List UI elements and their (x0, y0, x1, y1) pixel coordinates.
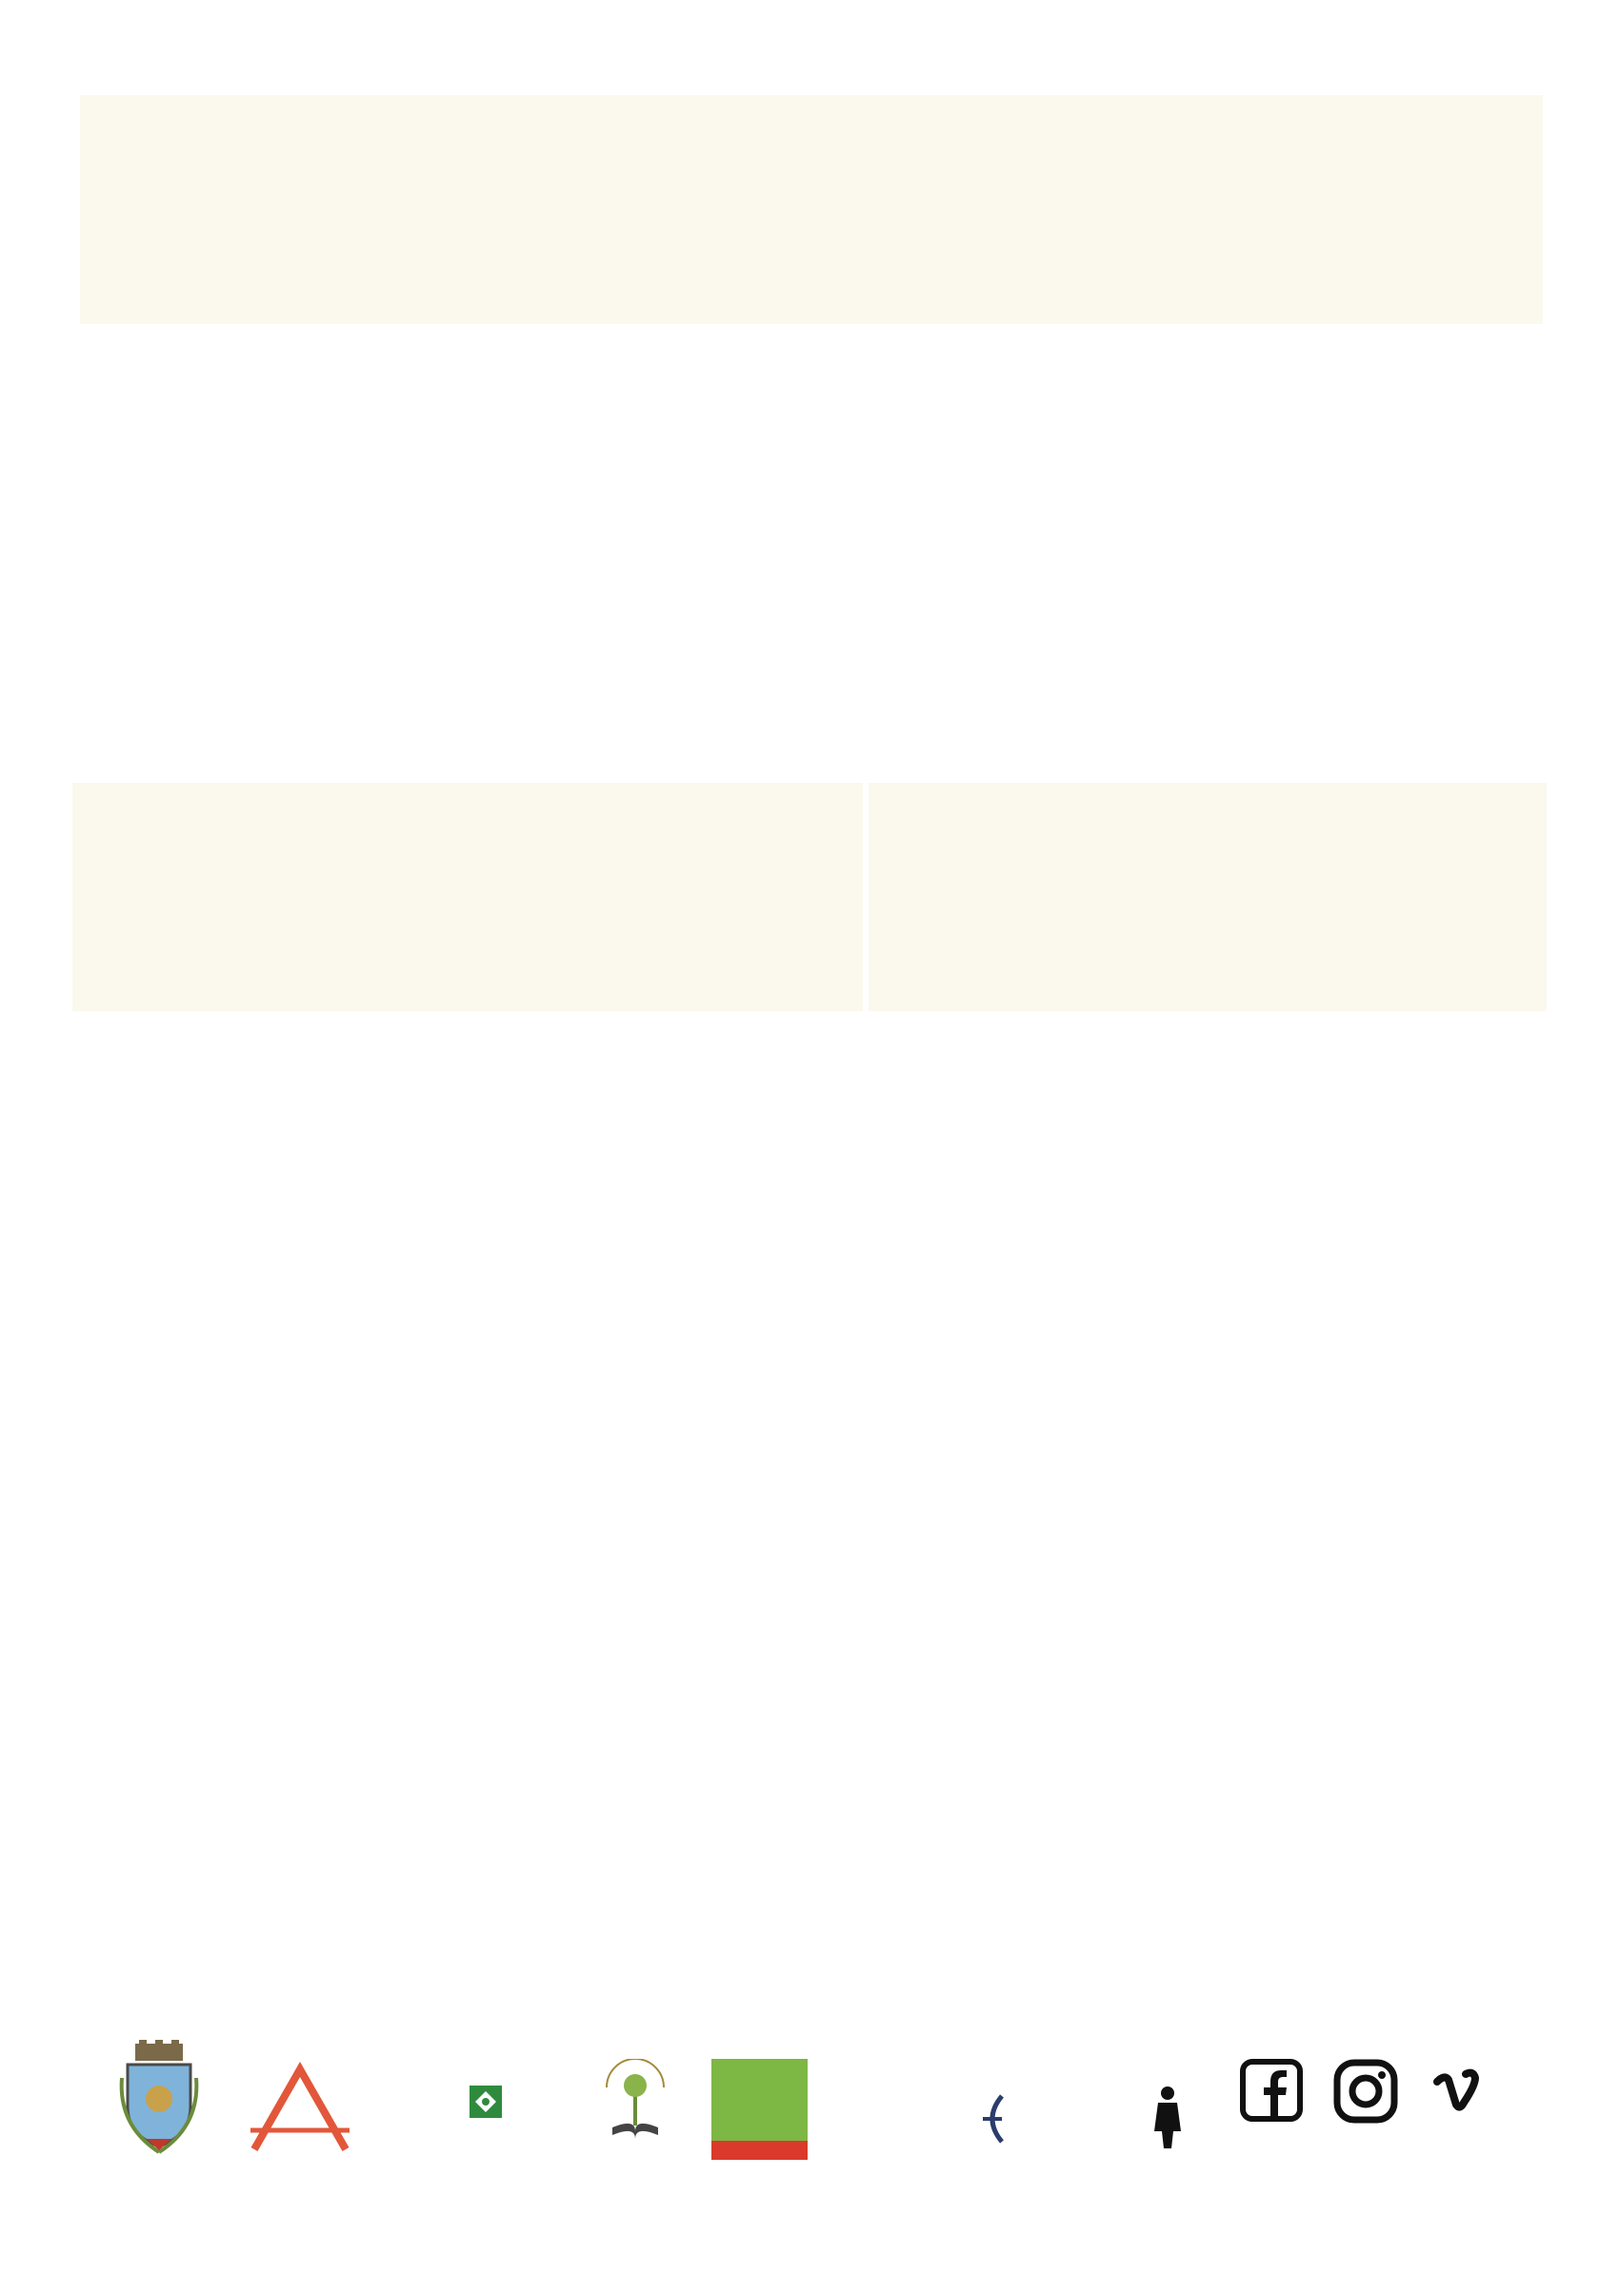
tree-book-icon (597, 2059, 673, 2145)
instagram-icon[interactable] (1333, 2059, 1398, 2124)
vimeo-icon[interactable] (1433, 2066, 1481, 2114)
city-logo (107, 2040, 211, 2158)
cantu-triangle-icon (243, 2062, 357, 2162)
minoprio-logo (583, 2059, 688, 2148)
parco-groane-logo (710, 2057, 810, 2162)
cariplo-mark-icon (975, 2090, 1008, 2147)
regione-logo-icon (470, 2086, 502, 2118)
parco-groane-icon (710, 2057, 810, 2162)
coat-of-arms-icon (118, 2040, 200, 2154)
top-tree-band (80, 95, 1543, 324)
bottom-tree-band-left (72, 783, 863, 1011)
cantu-logo (243, 2062, 357, 2162)
bottom-tree-band-right (869, 783, 1547, 1011)
hortus-logo (1048, 2084, 1190, 2160)
facebook-icon[interactable] (1240, 2059, 1303, 2122)
cariplo-logo (857, 2090, 1009, 2157)
hortus-figure-icon (1150, 2084, 1187, 2150)
regione-lombardia-logo (405, 2086, 567, 2122)
